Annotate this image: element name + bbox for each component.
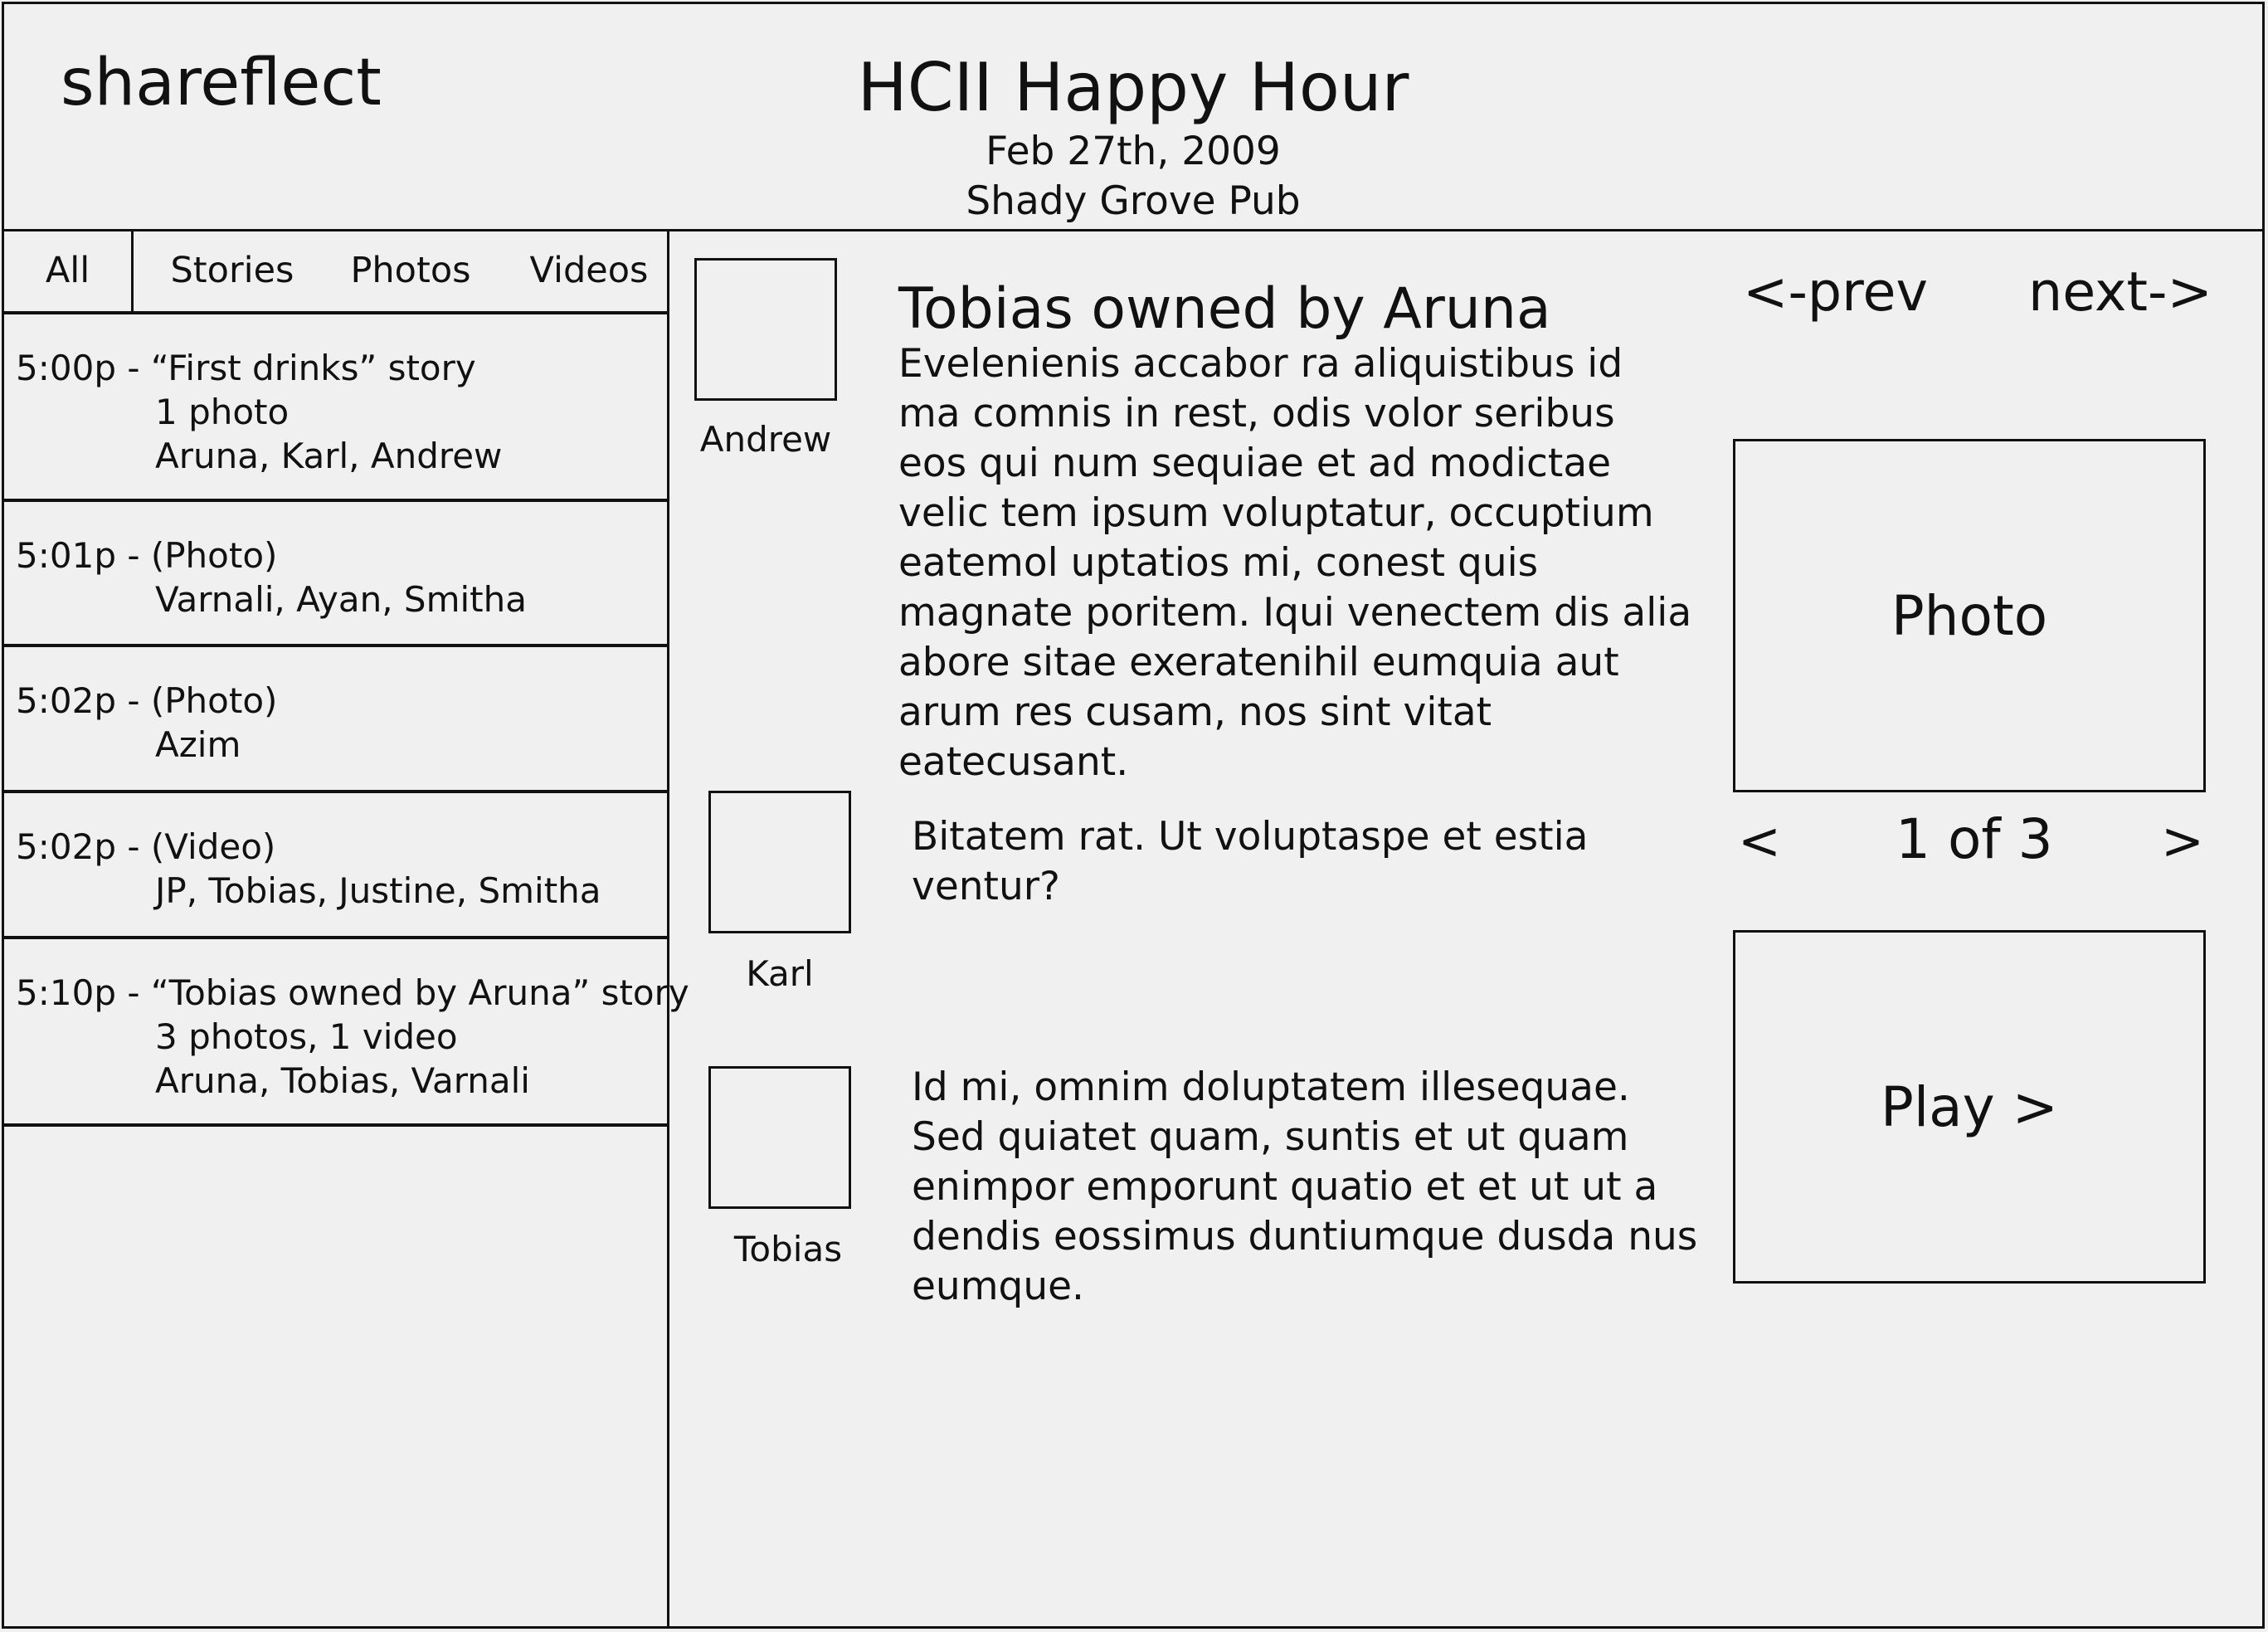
header (4, 4, 2262, 231)
app-logo[interactable]: shareflect (61, 46, 382, 120)
comment-text: Bitatem rat. Ut voluptaspe et estia ventur? (912, 814, 1589, 909)
photo-label: Photo (1891, 583, 2048, 648)
app-frame (2, 2, 2265, 1629)
video-player[interactable] (1733, 930, 2206, 1284)
commenter-avatar[interactable] (708, 791, 851, 933)
feed-item-time: 5:00p - “First drinks” story (16, 348, 476, 388)
author-avatar[interactable] (694, 258, 837, 401)
event-venue: Shady Grove Pub (966, 178, 1301, 224)
tab-videos[interactable]: Videos (529, 250, 649, 291)
next-story-link[interactable]: next-> (2028, 261, 2212, 324)
comment-text: Id mi, omnim doluptatem illesequae. Sed quiatet quam, suntis et ut quam enimpor emporunt quatio et et ut ut a dendis eossimus duntiumque dusda nus eumque. (912, 1064, 1698, 1309)
feed-item-first-drinks-story[interactable] (4, 314, 667, 502)
feed-item-detail: 1 photo (155, 392, 290, 432)
feed-item-video[interactable] (4, 793, 667, 939)
story-title: Tobias owned by Aruna (898, 276, 1551, 342)
filter-tabs (4, 230, 667, 314)
commenter-avatar[interactable] (708, 1066, 851, 1209)
event-date: Feb 27th, 2009 (986, 129, 1281, 174)
feed-item-people: Aruna, Tobias, Varnali (155, 1060, 530, 1101)
feed-item-people: Aruna, Karl, Andrew (155, 436, 503, 476)
tab-stories[interactable]: Stories (170, 250, 294, 291)
pager-next-button[interactable]: > (2161, 811, 2204, 871)
play-button[interactable]: Play > (1881, 1074, 2058, 1139)
photo-viewer[interactable] (1733, 439, 2206, 792)
author-name: Andrew (699, 419, 832, 460)
feed-item-people: Varnali, Ayan, Smitha (155, 579, 527, 620)
feed-item-time: 5:02p - (Video) (16, 826, 276, 867)
commenter-name: Tobias (733, 1229, 843, 1269)
event-title: HCII Happy Hour (857, 49, 1409, 126)
prev-story-link[interactable]: <-prev (1743, 261, 1928, 324)
feed-item-people: Azim (155, 724, 241, 765)
feed-item-people: JP, Tobias, Justine, Smitha (155, 870, 601, 911)
feed-item-photo[interactable] (4, 502, 667, 647)
tab-photos[interactable]: Photos (350, 250, 471, 291)
commenter-name: Karl (746, 953, 814, 994)
feed-item-photo[interactable] (4, 647, 667, 793)
feed-item-time: 5:10p - “Tobias owned by Aruna” story (16, 972, 689, 1013)
feed-item-tobias-story[interactable] (4, 939, 689, 1127)
story-body: Evelenienis accabor ra aliquistibus id ma comnis in rest, odis volor seribus eos qui num sequiae et ad modictae velic tem ipsum voluptatur, occuptium eatemol uptatios mi, conest quis magnate poritem. Iqui venectem dis alia abore sitae exeratenihil eumquia aut arum res cusam, nos sint vitat eatecusant. (898, 341, 1692, 785)
feed-item-time: 5:01p - (Photo) (16, 535, 278, 576)
pager-status: 1 of 3 (1896, 807, 2053, 871)
pager-prev-button[interactable]: < (1738, 811, 1781, 871)
tab-all[interactable]: All (4, 230, 134, 311)
feed-item-detail: 3 photos, 1 video (155, 1016, 458, 1057)
feed-item-time: 5:02p - (Photo) (16, 680, 278, 721)
